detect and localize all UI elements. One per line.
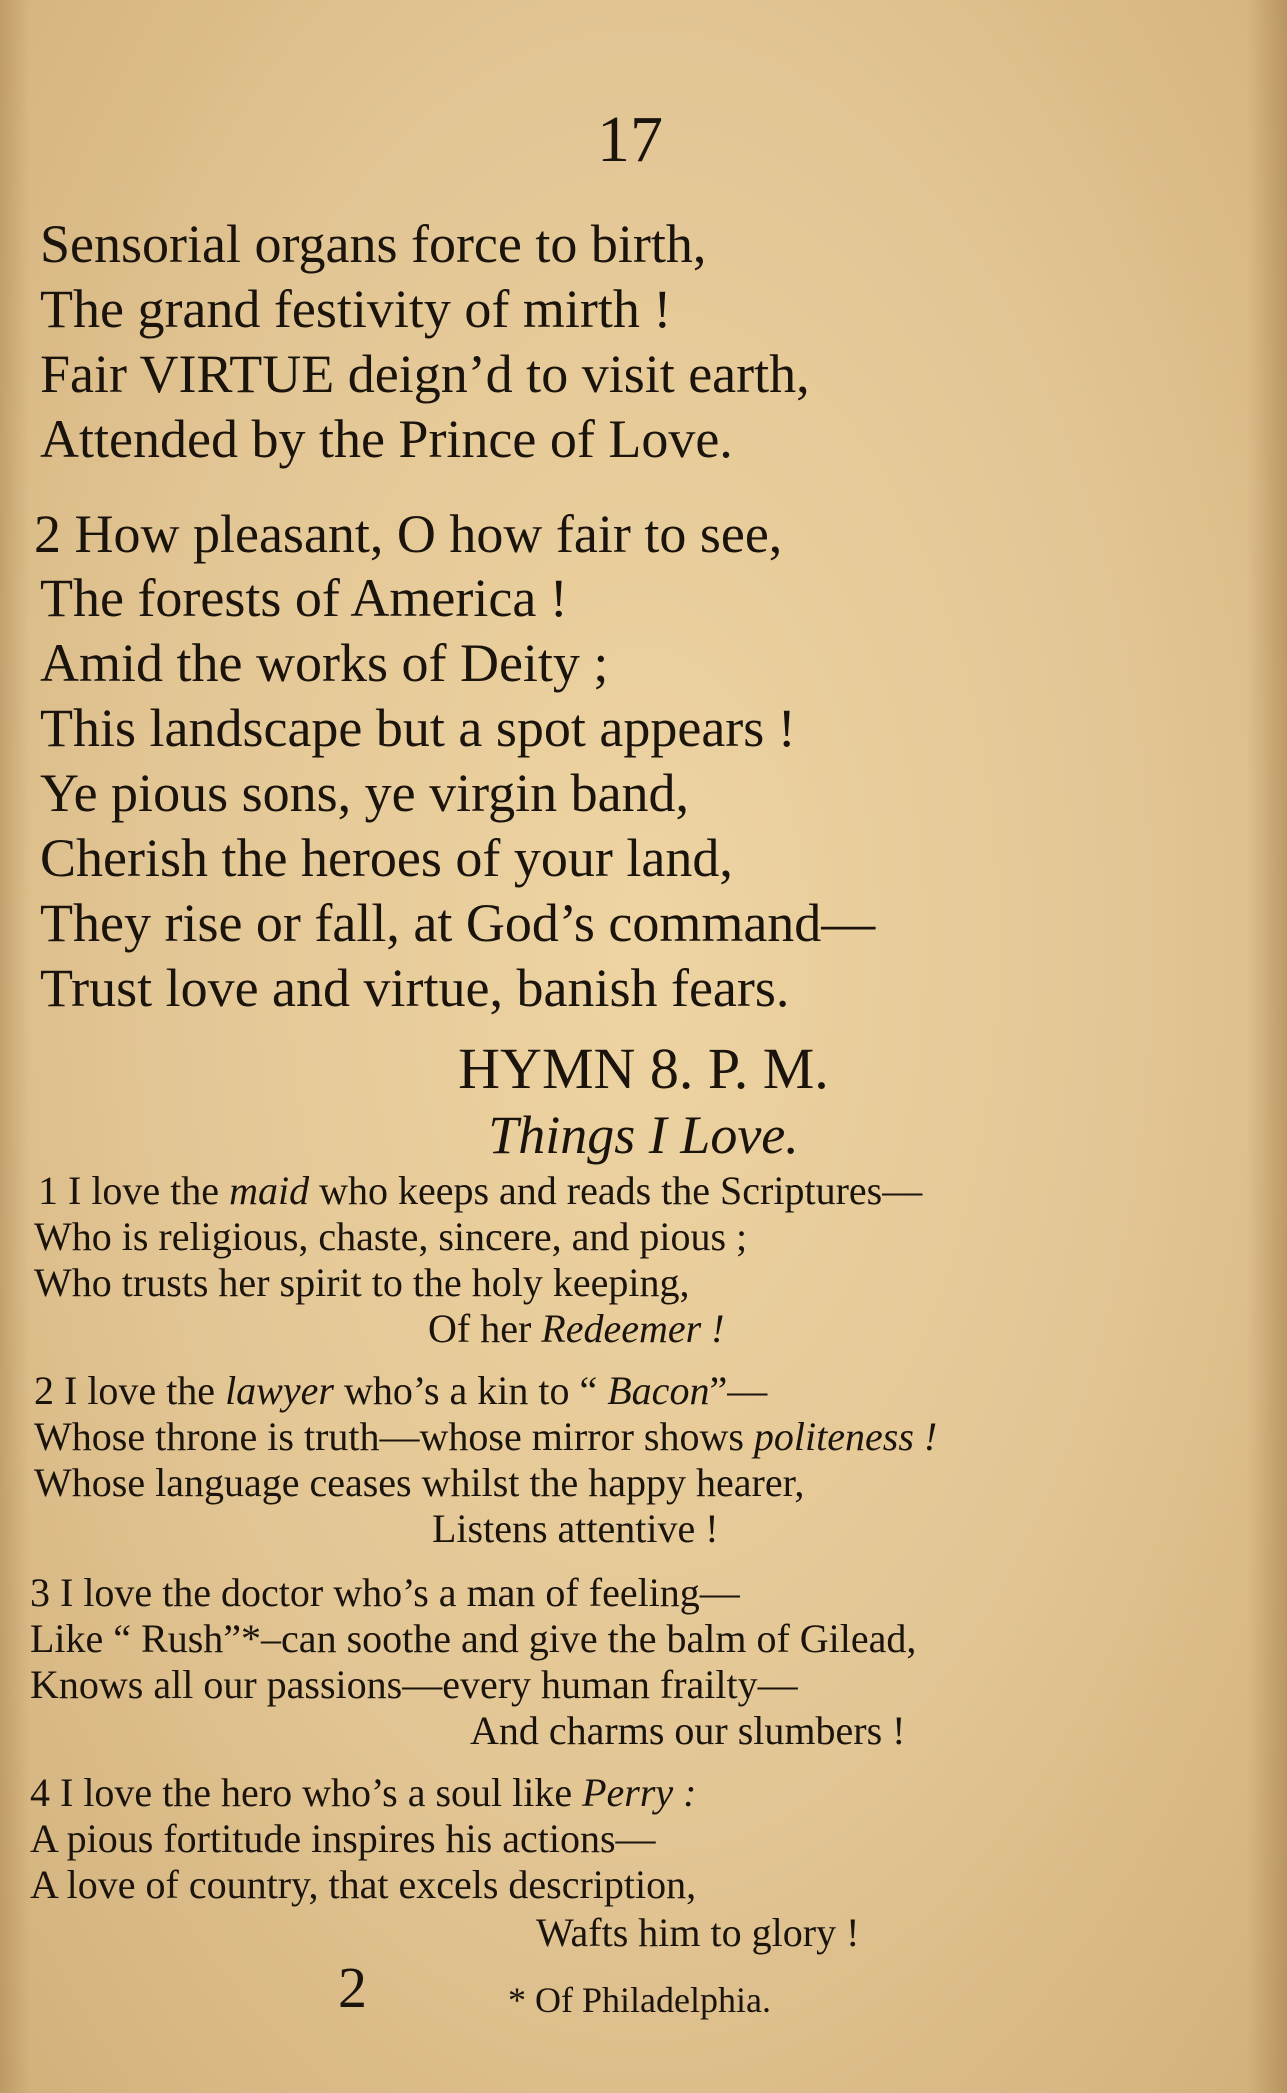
verse-line: Like “ Rush”*–can soothe and give the balm of Gilead,: [30, 1616, 917, 1661]
verse-line: Of her Redeemer !: [428, 1306, 725, 1351]
verse-line: 1 I love the maid who keeps and reads the Scriptures—: [38, 1168, 923, 1213]
footnote: * Of Philadelphia.: [508, 1980, 771, 2020]
verse-line: 4 I love the hero who’s a soul like Perry :: [30, 1770, 697, 1815]
stanza-line: Sensorial organs force to birth,: [40, 214, 707, 274]
verse-line: 3 I love the doctor who’s a man of feeling—: [30, 1570, 740, 1615]
verse-line: And charms our slumbers !: [470, 1708, 906, 1753]
stanza-line: Amid the works of Deity ;: [40, 633, 609, 693]
stanza-line: 2 How pleasant, O how fair to see,: [34, 504, 783, 564]
verse-line: Wafts him to glory !: [536, 1910, 860, 1955]
page-number: 17: [597, 103, 663, 176]
verse-line: Whose language ceases whilst the happy hearer,: [34, 1460, 805, 1505]
hymn-heading: HYMN 8. P. M.: [458, 1036, 829, 1101]
verse-line: 2 I love the lawyer who’s a kin to “ Bacon”—: [34, 1368, 768, 1413]
verse-line: Listens attentive !: [432, 1506, 719, 1551]
stanza-line: They rise or fall, at God’s command—: [40, 893, 876, 953]
stanza-line: The forests of America !: [40, 568, 568, 628]
stanza-line: Fair VIRTUE deign’d to visit earth,: [40, 344, 810, 404]
verse-line: Whose throne is truth—whose mirror shows politeness !: [34, 1414, 938, 1459]
verse-line: A pious fortitude inspires his actions—: [30, 1816, 656, 1861]
verse-line: Who is religious, chaste, sincere, and pious ;: [34, 1214, 748, 1259]
stanza-line: Ye pious sons, ye virgin band,: [40, 763, 690, 823]
stanza-line: The grand festivity of mirth !: [40, 279, 672, 339]
stanza-line: Cherish the heroes of your land,: [40, 828, 733, 888]
stanza-line: This landscape but a spot appears !: [40, 698, 796, 758]
stanza-line: Trust love and virtue, banish fears.: [40, 958, 790, 1018]
hymn-subtitle: Things I Love.: [488, 1105, 799, 1165]
signature-mark: 2: [338, 1955, 367, 2020]
verse-line: Who trusts her spirit to the holy keeping,: [34, 1260, 690, 1305]
verse-line: Knows all our passions—every human frailty—: [30, 1662, 798, 1707]
stanza-line: Attended by the Prince of Love.: [40, 409, 733, 469]
verse-line: A love of country, that excels description,: [30, 1862, 697, 1907]
